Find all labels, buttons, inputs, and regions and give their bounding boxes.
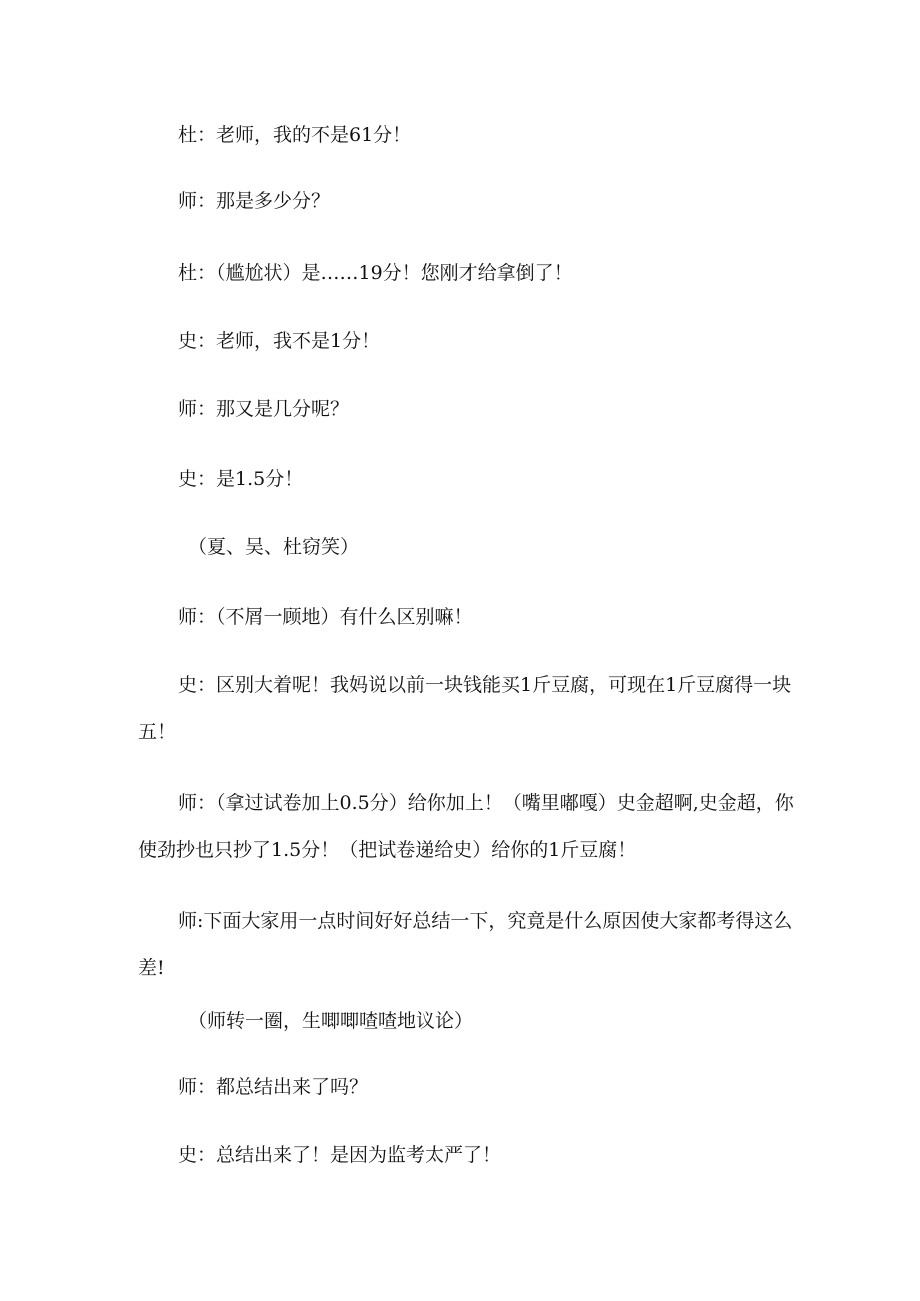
dialogue-line: 史：是1.5分！ <box>178 468 304 490</box>
stage-direction: （夏、吴、杜窃笑） <box>188 536 360 558</box>
dialogue-line: 杜：（尴尬状）是……19分！您刚才给拿倒了！ <box>178 262 573 284</box>
dialogue-line: 师：那又是几分呢？ <box>178 398 350 420</box>
dialogue-line: 师：（拿过试卷加上0.5分）给你加上！（嘴里嘟嘎）史金超啊,史金超，你使劲抄也只抄了1.5分！（把试卷递给史）给你的1斤豆腐！ <box>138 792 794 861</box>
dialogue-line: 师：（不屑一顾地）有什么区别嘛！ <box>178 606 473 628</box>
dialogue-line: 师:下面大家用一点时间好好总结一下，究竟是什么原因使大家都考得这么差! <box>138 910 793 979</box>
stage-direction: （师转一圈，生唧唧喳喳地议论） <box>188 1010 474 1032</box>
dialogue-line: 史：总结出来了！是因为监考太严了！ <box>178 1144 502 1166</box>
dialogue-line: 史：老师，我不是1分！ <box>178 330 381 352</box>
dialogue-line: 史：区别大着呢！我妈说以前一块钱能买1斤豆腐，可现在1斤豆腐得一块五！ <box>138 674 792 743</box>
dialogue-line: 杜：老师，我的不是61分！ <box>178 124 412 146</box>
dialogue-line: 师：那是多少分？ <box>178 190 331 212</box>
dialogue-line: 师：都总结出来了吗？ <box>178 1076 369 1098</box>
